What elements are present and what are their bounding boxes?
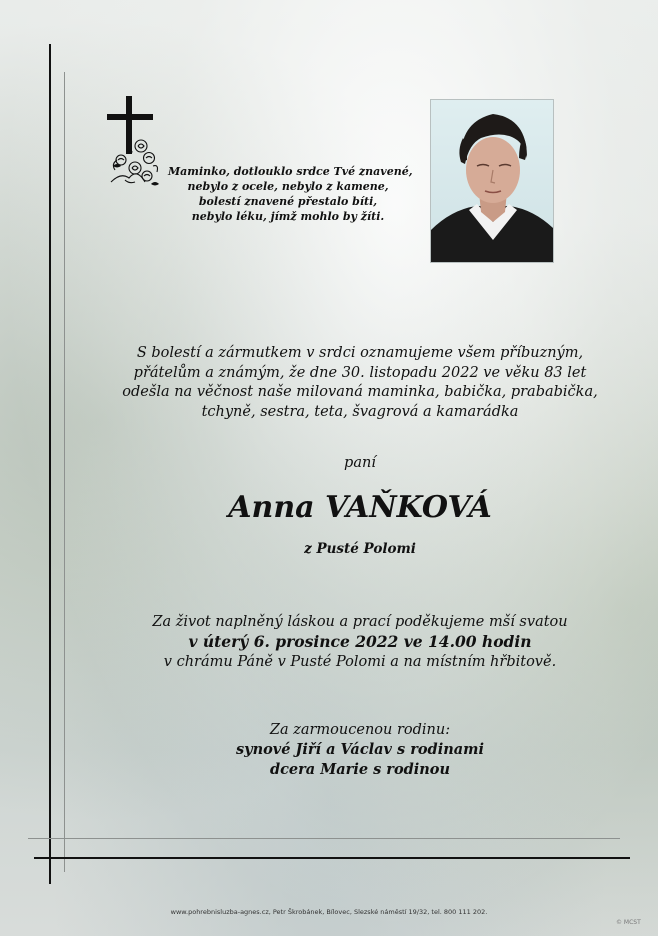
family-line-1: synové Jiří a Václav s rodinami: [236, 741, 484, 758]
announcement: [110, 344, 610, 422]
poem-line: nebylo z ocele, nebylo z kamene,: [187, 180, 389, 193]
announcement-line: přátelům a známým, že dne 30. listopadu 2022 ve věku 83 let: [133, 364, 587, 381]
cross-with-roses-icon: [105, 96, 161, 190]
left-border-line: [49, 44, 51, 884]
publisher-logo: © MCST: [616, 919, 641, 926]
portrait-photo: [430, 99, 554, 263]
poem-line: bolestí znavené přestalo bíti,: [198, 195, 378, 208]
left-inner-line: [64, 72, 65, 872]
funeral-date: v úterý 6. prosince 2022 ve 14.00 hodin: [188, 632, 532, 651]
announcement-line: tchyně, sestra, teta, švagrová a kamarádka: [201, 403, 519, 420]
poem: [168, 164, 413, 224]
origin-place: z Pusté Polomi: [304, 541, 416, 557]
deceased-name: Anna VAŇKOVÁ: [228, 490, 492, 525]
family-intro: Za zarmoucenou rodinu:: [269, 722, 451, 738]
family-line-2: dcera Marie s rodinou: [269, 761, 451, 778]
title-word: paní: [344, 455, 376, 471]
bottom-inner-line: [28, 838, 620, 839]
announcement-line: S bolestí a zármutkem v srdci oznamujeme všem příbuzným,: [136, 345, 584, 361]
poem-line: Maminko, dotlouklo srdce Tvé znavené,: [168, 165, 413, 178]
funeral-info: [110, 612, 610, 672]
poem-line: nebylo léku, jímž mohlo by žíti.: [191, 210, 385, 223]
funeral-line-1: Za život naplněný láskou a prací poděkujeme mší svatou: [152, 614, 568, 630]
family-signature: [110, 720, 610, 780]
funeral-place: v chrámu Páně v Pusté Polomi a na místním hřbitově.: [163, 654, 557, 670]
bottom-border-line: [34, 857, 630, 859]
announcement-line: odešla na věčnost naše milovaná maminka, babička, prababička,: [122, 384, 598, 400]
footer-contact: www.pohrebnisluzba-agnes.cz, Petr Škrobánek, Bílovec, Slezské náměstí 19/32, tel. 800 111 202.: [170, 908, 488, 916]
